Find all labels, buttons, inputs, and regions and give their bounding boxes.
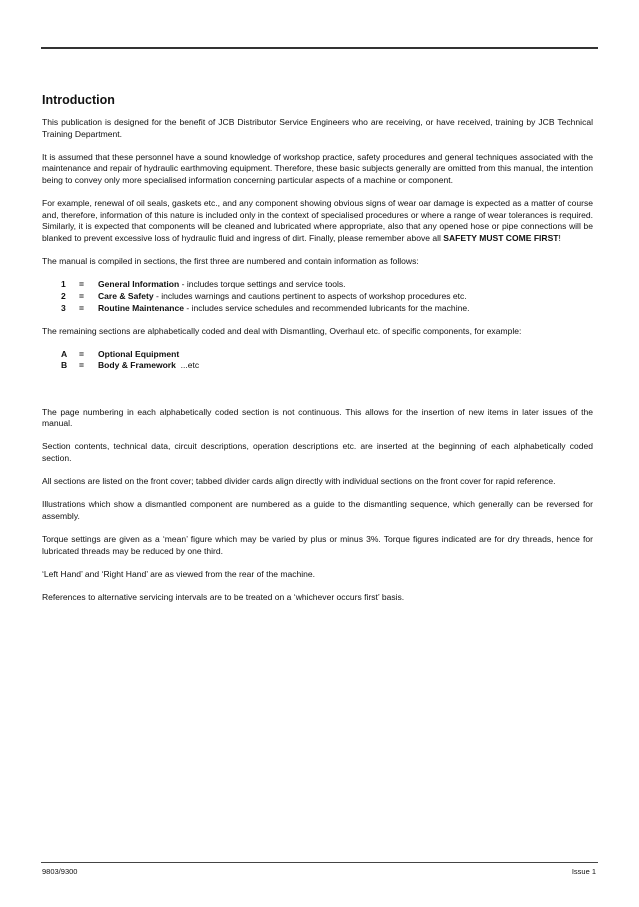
list-item-key: 2 (61, 290, 66, 301)
list-item (42, 303, 593, 315)
list-item-description: - includes service schedules and recommended lubricants for the machine. (183, 302, 470, 313)
list-item-description: - includes torque settings and service tools. (179, 279, 346, 290)
list-item-key: 1 (61, 279, 66, 290)
paragraph-torque: Torque settings are given as a ‘mean’ figure which may be varied by plus or minus 3%. Torque figures indicated are for dry threads, hence for lubricated threads may be reduced by one third. (42, 534, 593, 556)
list-item-equals: = (79, 279, 84, 290)
paragraph-sections-intro: The manual is compiled in sections, the first three are numbered and contain information as follows: (42, 256, 419, 267)
list-item (42, 349, 593, 361)
spacer (42, 372, 593, 395)
document-number: 9803/9300 (42, 867, 78, 876)
paragraph-servicing-intervals: References to alternative servicing intervals are to be treated on a ‘whichever occurs first’ basis. (42, 592, 405, 603)
list-item-equals: = (79, 290, 84, 301)
list-item (42, 279, 593, 291)
list-item-title: Routine Maintenance (98, 302, 184, 313)
paragraph-section-contents: Section contents, technical data, circuit descriptions, operation descriptions etc. are inserted at the beginning of each alphabetically coded section. (42, 441, 593, 464)
list-item-description: ...etc (175, 360, 200, 371)
list-item-title: Optional Equipment (98, 348, 180, 359)
page-footer (42, 867, 596, 877)
paragraph-handedness: ‘Left Hand’ and ‘Right Hand’ are as viewed from the rear of the machine. (42, 568, 316, 579)
list-item-equals: = (79, 348, 84, 359)
paragraph-page-numbering: The page numbering in each alphabetically coded section is not continuous. This allows for the insertion of new items in later issues of the manual. (42, 406, 593, 429)
page-content (42, 92, 593, 615)
list-item-key: 3 (61, 302, 66, 313)
list-item-equals: = (79, 302, 84, 313)
list-item-description: - includes warnings and cautions pertinent to aspects of workshop procedures etc. (153, 290, 467, 301)
list-item-title: General Information (98, 279, 180, 290)
safety-emphasis: SAFETY MUST COME FIRST (443, 232, 559, 243)
paragraph-illustrations: Illustrations which show a dismantled component are numbered as a guide to the dismantling sequence, which generally can be reversed for assembly. (42, 499, 593, 521)
header-rule (41, 47, 598, 49)
numbered-sections-list (42, 279, 593, 314)
paragraph-assumptions: It is assumed that these personnel have a sound knowledge of workshop practice, safety procedures and general techniques associated with the maintenance and repair of hydraulic earthmoving equipment. Therefore, these basic subjects generally are omitted from this manual, the intention being to convey only more specialised information concerning particular aspects of a machine or component. (42, 151, 593, 185)
paragraph-audience: This publication is designed for the benefit of JCB Distributor Service Engineers who are receiving, or have received, training by JCB Technical Training Department. (42, 117, 593, 139)
list-item-equals: = (79, 360, 84, 371)
issue-label: Issue 1 (571, 867, 596, 876)
paragraph-example-text: For example, renewal of oil seals, gaskets etc., and any component showing obvious signs of wear oar damage is expected as a matter of course and, therefore, information of this nature is included only in the context of specialised procedures or where a range of wear tolerances is required. Similarly, it is expected that components will be cleaned and lubricated where appropriate, also that any opened hose or pipe connections will be blanked to prevent excessive loss of hydraulic fluid and ingress of dirt. Finally, please remember above all (42, 198, 593, 243)
lettered-sections-list (42, 349, 593, 372)
list-item-key: A (61, 348, 68, 359)
paragraph-remaining-sections: The remaining sections are alphabetically coded and deal with Dismantling, Overhaul etc. of specific components, for example: (42, 325, 522, 336)
list-item-title: Body & Framework (98, 360, 176, 371)
list-item (42, 291, 593, 303)
list-item-key: B (61, 360, 68, 371)
paragraph-example-end: ! (558, 232, 561, 243)
list-item-title: Care & Safety (98, 290, 154, 301)
list-item (42, 360, 593, 372)
footer-rule (41, 862, 598, 863)
section-heading: Introduction (42, 93, 115, 107)
paragraph-example (42, 198, 593, 244)
paragraph-front-cover: All sections are listed on the front cover; tabbed divider cards align directly with individual sections on the front cover for rapid reference. (42, 476, 556, 487)
